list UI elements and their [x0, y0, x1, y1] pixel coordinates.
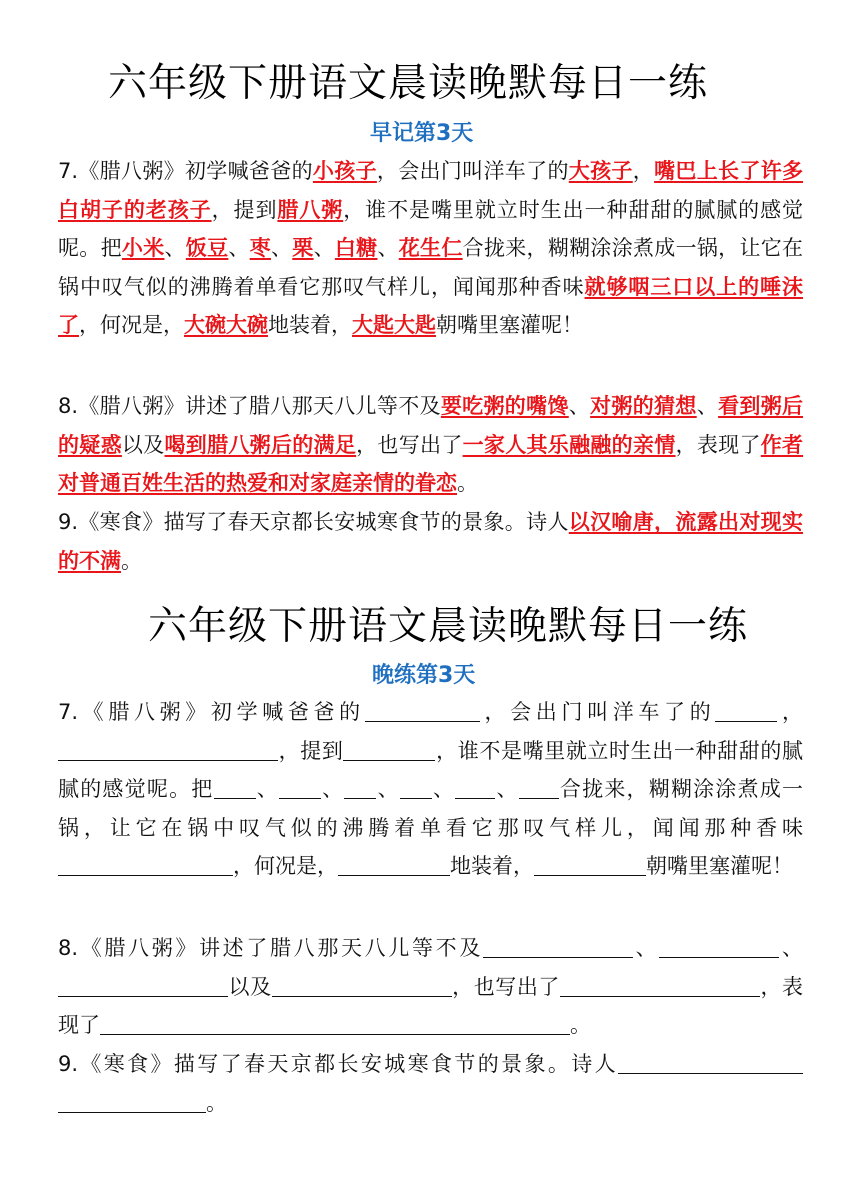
answer: 小米	[121, 236, 165, 260]
q7-text: 合拢来，糊糊涂涂煮成一锅，让它在锅中叹气似的沸腾着单看它那叹气样儿，闻闻那种香味	[58, 777, 804, 840]
answer: 花生仁	[398, 236, 463, 260]
answer-blank[interactable]	[338, 853, 450, 876]
answer-blank[interactable]	[560, 974, 760, 997]
q7-text: ，提到	[211, 197, 278, 222]
q7-sep: 、	[270, 236, 293, 260]
answer: 就够咽三口以上的唾沫了	[58, 274, 804, 337]
q7-sep: 、	[313, 236, 335, 260]
q7-sep: 、	[228, 236, 250, 260]
answer-blank[interactable]	[519, 776, 559, 799]
q7-text: 地装着，	[268, 313, 352, 337]
q8-text: ，也写出了	[356, 432, 463, 457]
q7-sep: 、	[376, 777, 400, 801]
answer-blank[interactable]	[400, 776, 432, 799]
answer-blank[interactable]	[483, 935, 633, 958]
q7-text: ，何况是，	[233, 854, 338, 878]
q8-text: 8.《腊八粥》讲述了腊八那天八儿等不及	[58, 394, 441, 418]
answer: 嘴巴上长了许多白胡子的老孩子	[58, 159, 804, 222]
answer: 一家人其乐融融的亲情	[462, 432, 676, 457]
q8-text: 表现了	[58, 974, 804, 1037]
answer-blank[interactable]	[659, 935, 779, 958]
q7-text: 7.《腊八粥》初学喊爸爸的	[58, 700, 365, 724]
answer-blank[interactable]	[455, 776, 495, 799]
evening-question-8	[58, 929, 803, 1045]
answer-blank[interactable]	[58, 974, 228, 997]
q8-text: 以及	[228, 974, 272, 999]
q7-text: 朝嘴里塞灌呢！	[646, 854, 793, 878]
answer: 要吃粥的嘴馋	[440, 394, 569, 418]
q7-text: 7.《腊八粥》初学喊爸爸的	[58, 159, 313, 183]
q8-sep: 、	[779, 936, 804, 960]
q7-sep: 、	[255, 777, 279, 801]
q7-text: ，	[632, 159, 655, 183]
q9-text: 9.《寒食》描写了春天京都长安城寒食节的景象。诗人	[58, 1052, 618, 1076]
q7-text: 合拢来，糊糊涂涂煮成一锅，让它在锅中叹气似的沸腾着单看它那叹气样儿，闻闻那种香味	[58, 236, 804, 299]
answer: 看到粥后的疑惑	[58, 394, 804, 457]
answer: 枣	[249, 236, 271, 260]
answer-blank[interactable]	[100, 1012, 570, 1035]
q7-text: ，提到	[278, 738, 344, 763]
answer: 饭豆	[185, 236, 229, 260]
morning-question-8	[58, 387, 803, 503]
q8-text: 以及	[121, 432, 165, 457]
q8-sep: 、	[568, 394, 591, 418]
morning-question-9	[58, 503, 803, 580]
subtitle-evening: 晚练第3天	[372, 663, 476, 688]
evening-question-7	[58, 693, 803, 886]
answer: 对粥的猜想	[590, 394, 697, 418]
q7-text: ，谁不是嘴里就立时生出一种甜甜的腻腻的感觉呢。把	[58, 738, 804, 801]
page-title-top: 六年级下册语文晨读晚默每日一练	[108, 61, 709, 106]
answer-blank[interactable]	[534, 853, 646, 876]
q7-sep: 、	[495, 777, 519, 801]
q7-sep: 、	[377, 236, 399, 260]
q8-text: 8.《腊八粥》讲述了腊八那天八儿等不及	[58, 936, 483, 960]
q7-sep: 、	[431, 777, 456, 801]
q7-text: ，何况是，	[79, 313, 184, 337]
answer-blank[interactable]	[344, 776, 376, 799]
answer: 白糖	[334, 236, 378, 260]
answer-blank[interactable]	[343, 738, 435, 761]
q7-text: 朝嘴里塞灌呢！	[436, 313, 583, 337]
q8-text: ，表现了	[675, 432, 761, 457]
answer-blank[interactable]	[58, 853, 233, 876]
q8-text: 。	[457, 471, 478, 495]
q8-text: ，	[759, 974, 783, 999]
evening-question-9	[58, 1045, 803, 1122]
answer-blank[interactable]	[58, 1090, 206, 1113]
q7-text: ，	[777, 700, 804, 724]
answer: 腊八粥	[277, 197, 344, 222]
answer: 栗	[292, 236, 314, 260]
q7-text: ，会出门叫洋车了的	[376, 159, 569, 183]
q7-text: ，谁不是嘴里就立时生出一种甜甜的腻腻的感觉呢。把	[58, 197, 804, 260]
q8-text: ，也写出了	[451, 974, 560, 999]
answer-blank[interactable]	[214, 776, 256, 799]
page-title-bottom: 六年级下册语文晨读晚默每日一练	[148, 604, 749, 649]
q8-sep: 、	[633, 936, 660, 960]
answer: 小孩子	[312, 159, 377, 183]
q9-text: 。	[206, 1090, 227, 1115]
answer: 大匙大匙	[352, 313, 436, 337]
answer-blank[interactable]	[58, 738, 278, 761]
q7-text: 地装着，	[450, 854, 534, 878]
answer-blank[interactable]	[715, 699, 777, 722]
subtitle-morning: 早记第3天	[370, 121, 474, 146]
answer: 作者对普通百姓生活的热爱和对家庭亲情的眷恋	[58, 432, 804, 495]
q9-text: 。	[121, 548, 142, 573]
answer: 大孩子	[568, 159, 633, 183]
answer: 大碗大碗	[184, 313, 268, 337]
q8-text: 。	[570, 1013, 591, 1037]
q7-text: ，会出门叫洋车了的	[479, 700, 716, 724]
answer-blank[interactable]	[279, 776, 321, 799]
answer: 喝到腊八粥后的满足	[164, 432, 357, 457]
answer-blank[interactable]	[365, 699, 480, 722]
answer-blank[interactable]	[272, 974, 452, 997]
answer-blank[interactable]	[618, 1051, 803, 1074]
answer: 以汉喻唐，流露出对现实的不满	[58, 510, 803, 573]
morning-question-7	[58, 152, 803, 345]
q7-sep: 、	[164, 236, 186, 260]
q8-sep: 、	[696, 394, 719, 418]
q9-text: 9.《寒食》描写了春天京都长安城寒食节的景象。诗人	[58, 510, 569, 534]
q7-sep: 、	[320, 777, 345, 801]
